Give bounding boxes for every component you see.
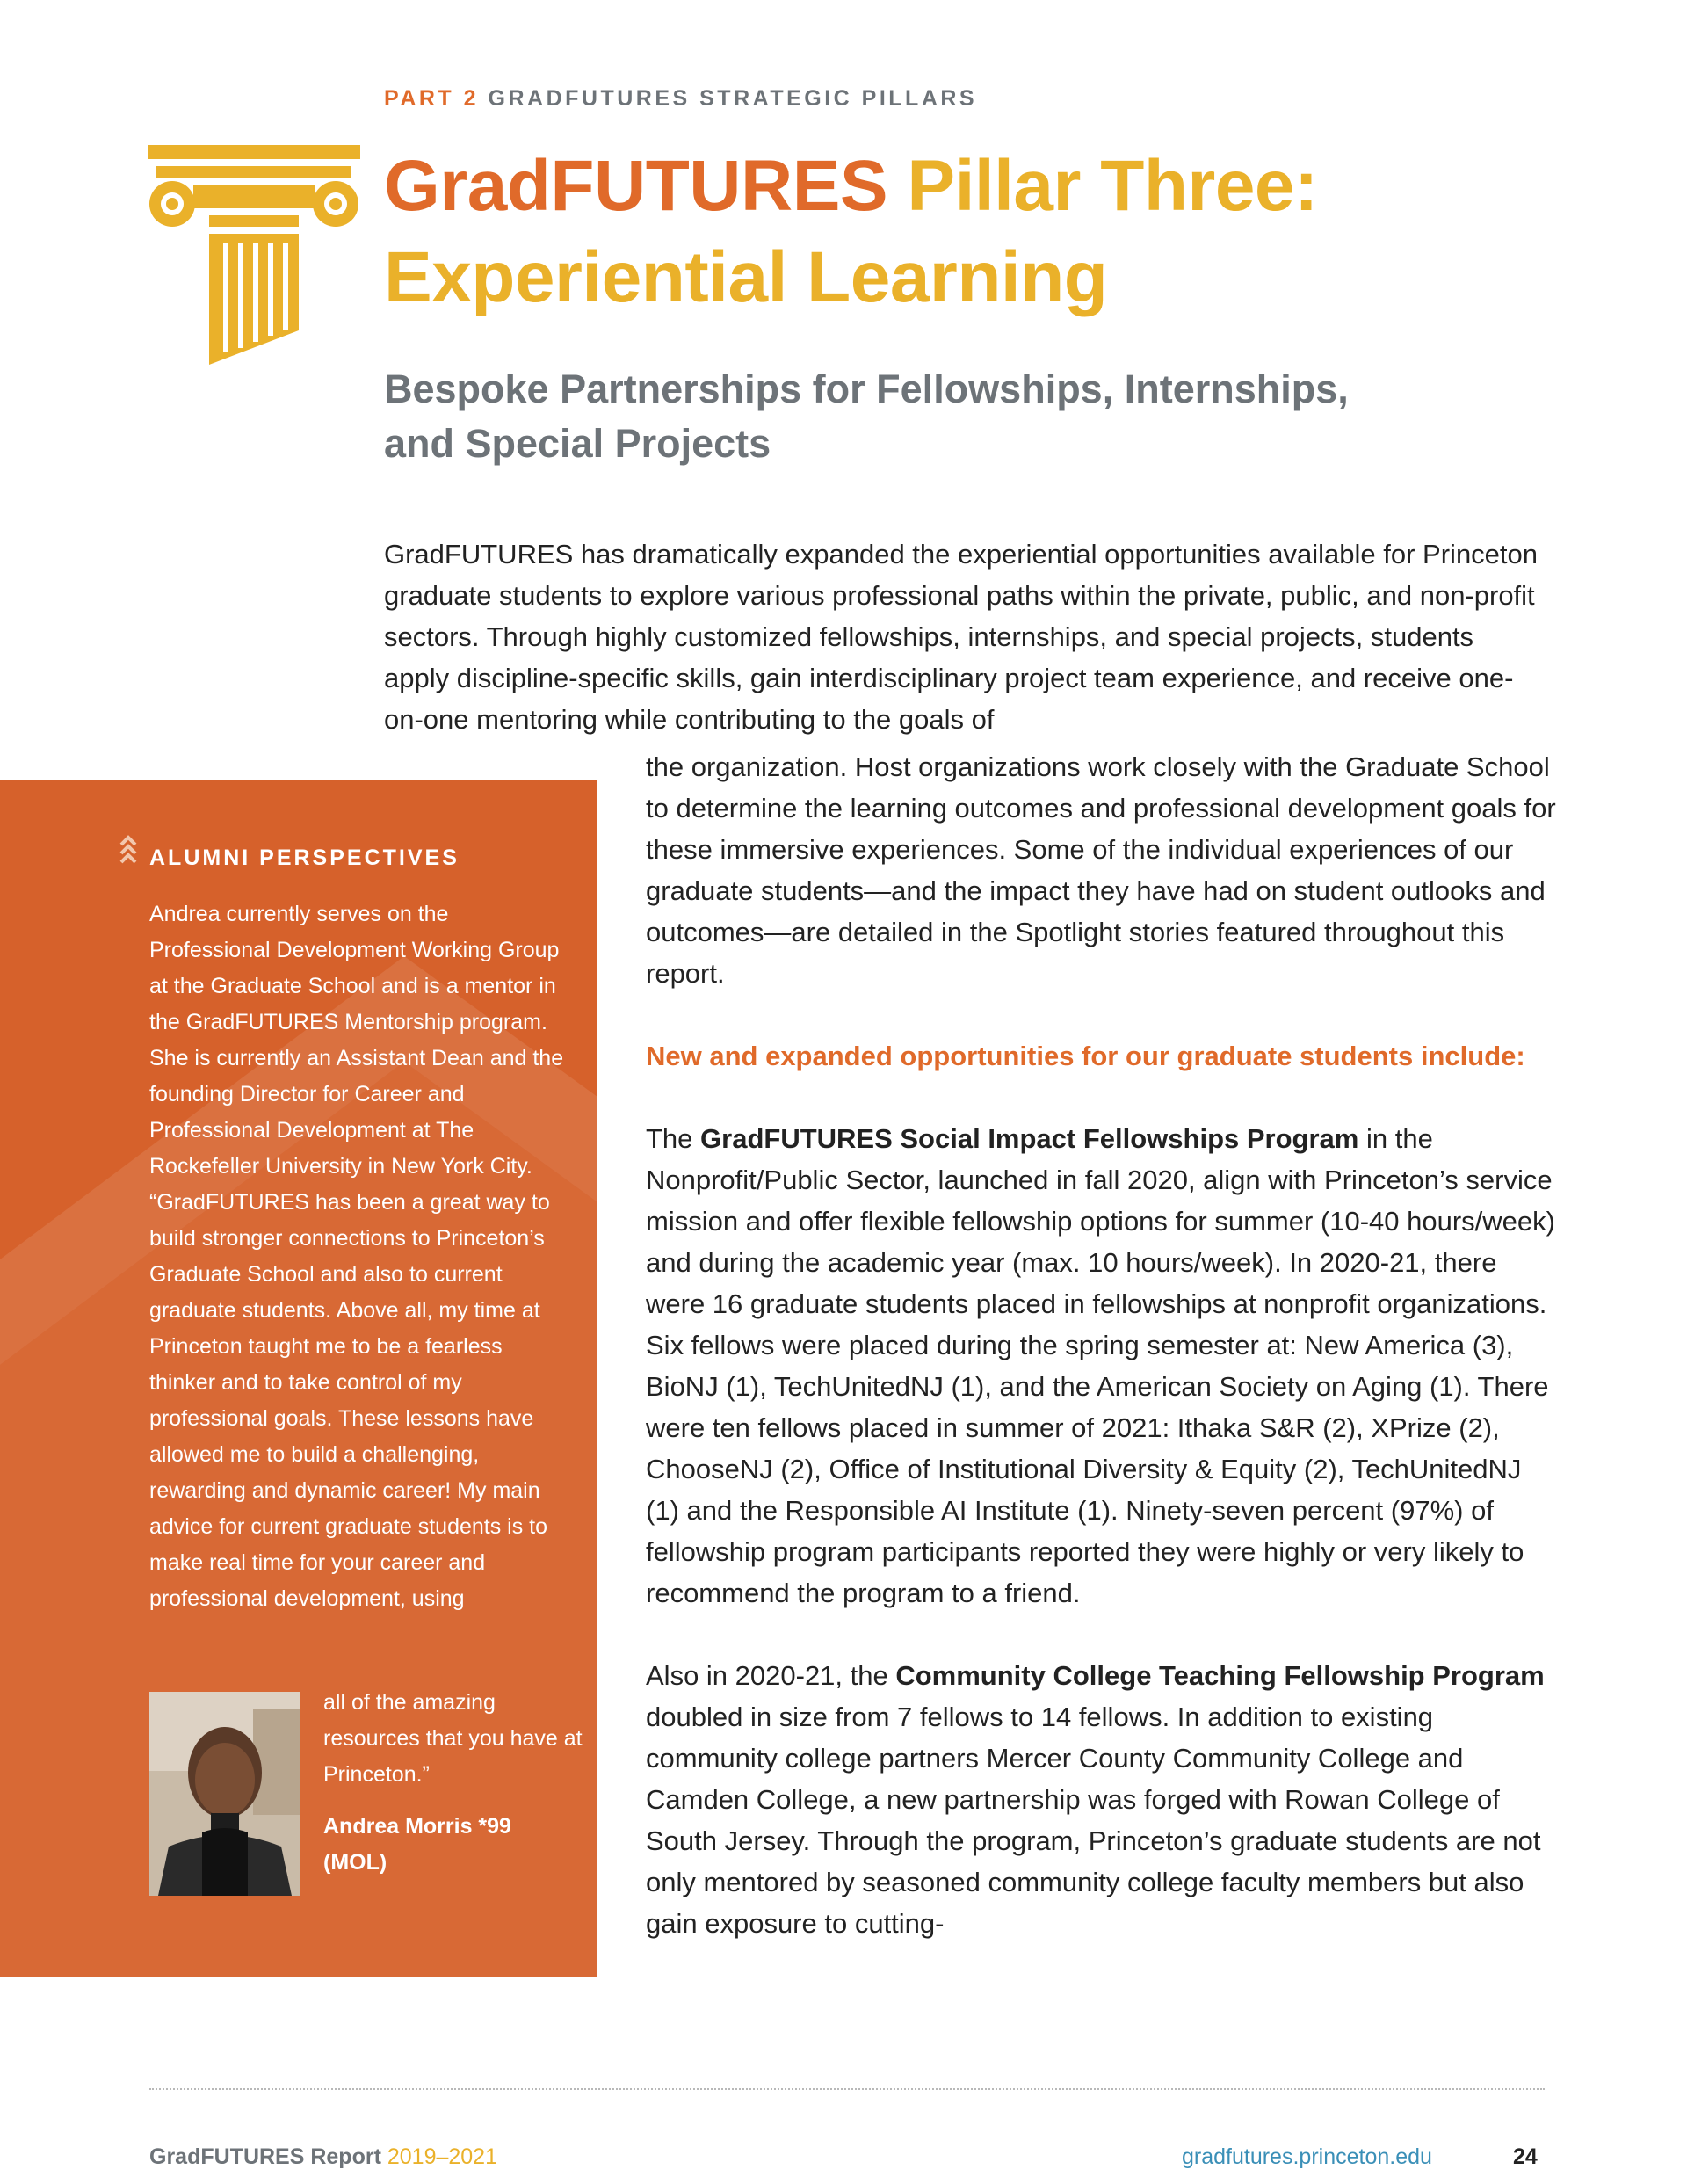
author-photo xyxy=(149,1692,300,1896)
author-dept: (MOL) xyxy=(323,1850,387,1875)
part-label: PART 2 xyxy=(384,86,480,111)
section-kicker xyxy=(384,86,977,112)
body-column xyxy=(646,746,1560,1944)
title-line2: Experiential Learning xyxy=(384,237,1108,317)
page-title xyxy=(384,141,1526,323)
footer-divider xyxy=(149,2088,1545,2090)
footer-report-title: GradFUTURES Report 2019–2021 xyxy=(149,2144,497,2169)
sidebar-label: ALUMNI PERSPECTIVES xyxy=(149,845,460,870)
intro-continuation: the organization. Host organizations work closely with the Graduate School to determine the learning outcomes and professional development goals for these immersive experiences. Some of the individual experiences of our graduate students—and the impact they have had on student outlooks and outcomes—are detailed in the Spotlight stories featured throughout this report. xyxy=(646,751,1556,989)
program-name-community-college: Community College Teaching Fellowship Program xyxy=(895,1660,1545,1691)
pillar-icon xyxy=(148,145,363,369)
program-name-social-impact: GradFUTURES Social Impact Fellowships Program xyxy=(700,1123,1359,1154)
social-impact-paragraph: The GradFUTURES Social Impact Fellowships Program in the Nonprofit/Public Sector, launched in fall 2020, align with Princeton’s service mission and offer flexible fellowship options for summer (10-40 hours/week) and during the academic year (max. 10 hours/week). In 2020-21, there were 16 graduate students placed in fellowships at nonprofit organizations. Six fellows were placed during the spring semester at: New America (3), BioNJ (1), TechUnitedNJ (1), and the American Society on Aging (1). There were ten fellows placed in summer of 2021: Ithaka S&R (2), XPrize (2), ChooseNJ (2), Office of Institutional Diversity & Equity (2), TechUnitedNJ (1) and the Responsible AI Institute (1). Ninety-seven percent (97%) of fellowship program participants reported they were highly or very likely to recommend the program to a friend. xyxy=(646,1123,1555,1608)
community-college-paragraph: Also in 2020-21, the Community College Teaching Fellowship Program doubled in size from 7 fellows to 14 fellows. In addition to existing community college partners Mercer County Community College and Camden College, a new partnership was forged with Rowan College of South Jersey. Through the program, Princeton’s graduate students are not only mentored by seasoned community college faculty members but also gain exposure to cutting- xyxy=(646,1660,1545,1939)
author-name: Andrea Morris *99 xyxy=(323,1814,511,1839)
opportunities-subhead: New and expanded opportunities for our graduate students include: xyxy=(646,1041,1525,1071)
chevron-up-icon xyxy=(119,834,137,869)
footer-url-link[interactable]: gradfutures.princeton.edu xyxy=(1182,2144,1432,2169)
page-subtitle xyxy=(384,362,1526,471)
subtitle-line2: and Special Projects xyxy=(384,421,771,466)
title-brand: GradFUTURES xyxy=(384,146,888,226)
alumni-quote: Andrea currently serves on the Professional Development Working Group at the Graduate School and is a mentor in the GradFUTURES Mentorship program. She is currently an Assistant Dean and the founding Director for Career and Professional Development at The Rockefeller University in New York City. “GradFUTURES has been a great way to build stronger connections to Princeton’s Graduate School and also to current graduate students. Above all, my time at Princeton taught me to be a fearless thinker and to take control of my professional goals. These lessons have allowed me to build a challenging, rewarding and dynamic career! My main advice for current graduate students is to make real time for your career and professional development, using xyxy=(149,902,564,1611)
section-label: GRADFUTURES STRATEGIC PILLARS xyxy=(488,86,978,111)
alumni-quote-tail: all of the amazing resources that you have at Princeton.” xyxy=(323,1690,583,1787)
author-credit xyxy=(323,1809,587,1881)
page-number: 24 xyxy=(1513,2144,1538,2169)
title-line1: Pillar Three: xyxy=(887,146,1318,226)
subtitle-line1: Bespoke Partnerships for Fellowships, Internships, xyxy=(384,366,1349,411)
intro-paragraph: GradFUTURES has dramatically expanded the experiential opportunities available for Princeton graduate students to explore various professional paths within the private, public, and non-profit sectors. Through highly customized fellowships, internships, and special projects, students apply discipline-specific skills, gain interdisciplinary project team experience, and receive one-on-one mentoring while contributing to the goals of xyxy=(384,539,1539,735)
portrait-image xyxy=(149,1692,300,1896)
footer-years: 2019–2021 xyxy=(387,2144,497,2169)
